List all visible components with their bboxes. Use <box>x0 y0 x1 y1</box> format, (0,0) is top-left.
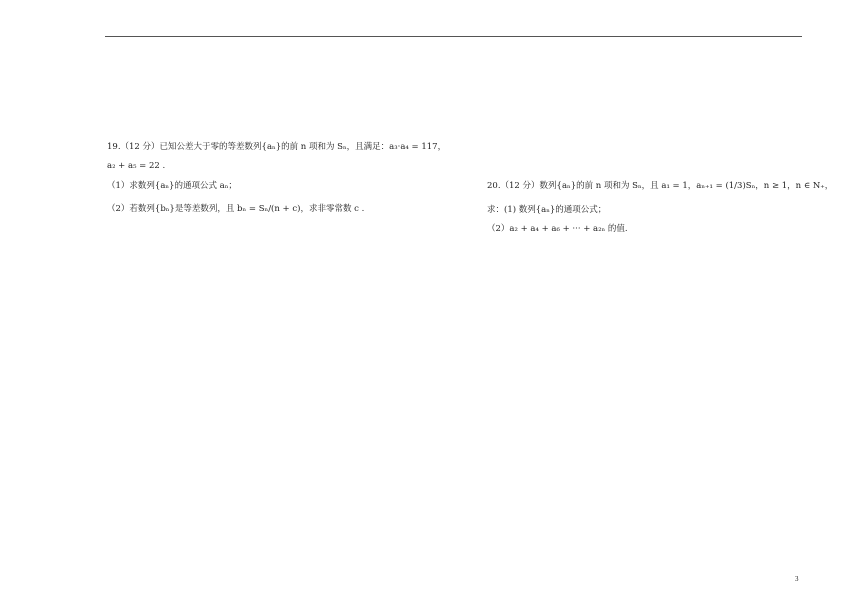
header-rule <box>105 36 802 37</box>
problem-19-statement: 19.（12 分）已知公差大于零的等差数列{aₙ}的前 n 项和为 Sₙ，且满足：a₃·a₄ = 117， <box>107 142 447 152</box>
problem-19-part-2: （2）若数列{bₙ}是等差数列，且 bₙ = Sₙ/(n + c)，求非零常数 c . <box>107 204 365 214</box>
problem-19-part-1: （1）求数列{aₙ}的通项公式 aₙ； <box>107 181 237 191</box>
problem-20-part-2: （2）a₂ + a₄ + a₆ + ··· + a₂ₙ 的值. <box>487 224 628 234</box>
problem-20-statement: 20.（12 分）数列{aₙ}的前 n 项和为 Sₙ，且 a₁ = 1，aₙ₊₁ = (1/3)Sₙ，n ≥ 1，n ∈ N₊， <box>487 181 834 191</box>
page-number: 3 <box>795 575 799 583</box>
problem-19-condition: a₂ + a₅ = 22 . <box>107 161 166 171</box>
problem-20-part-1: 求：(1) 数列{aₙ}的通项公式； <box>487 205 607 215</box>
